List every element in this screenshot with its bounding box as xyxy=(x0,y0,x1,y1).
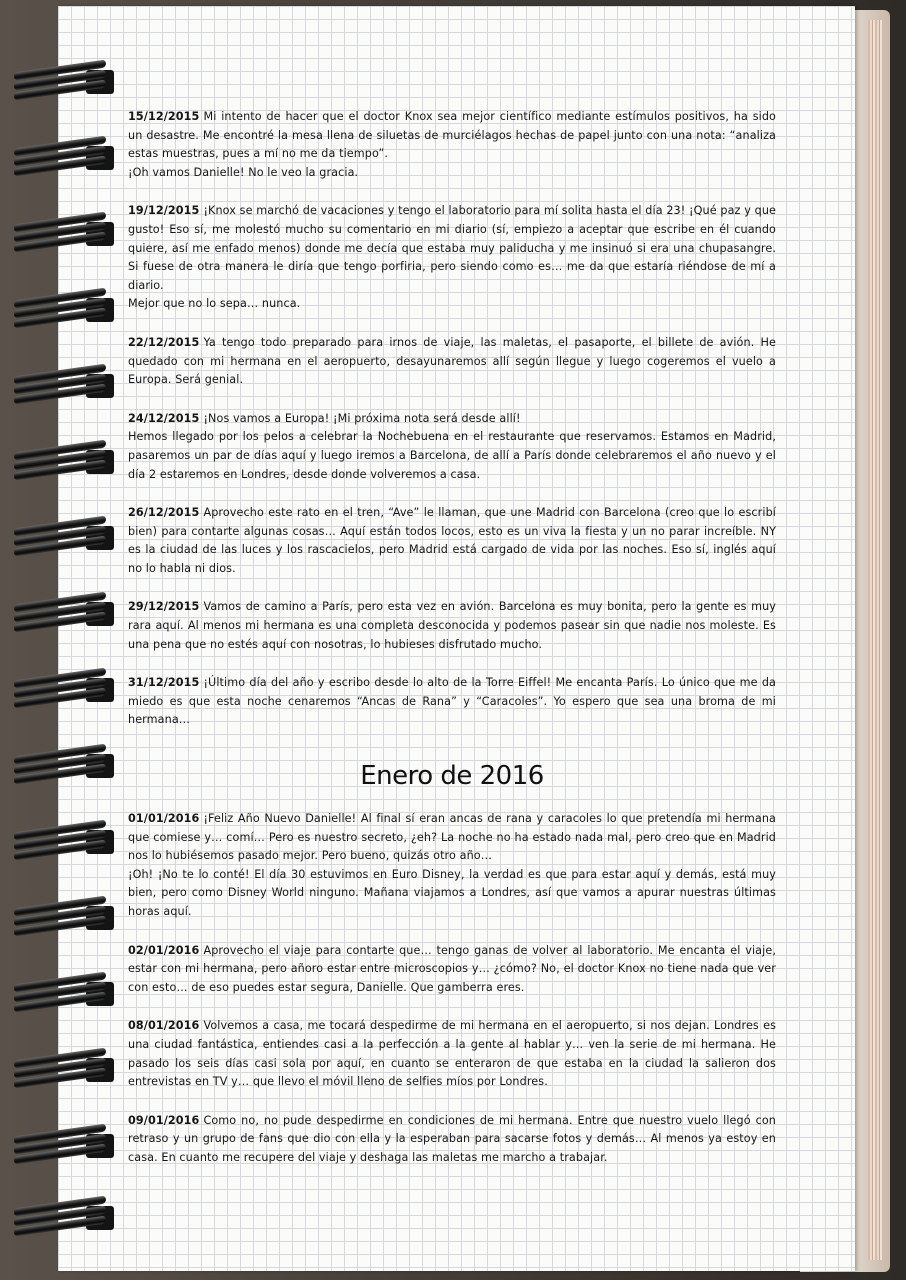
diary-entry xyxy=(128,598,776,654)
entry-text: Aprovecho este rato en el tren, “Ave” le llaman, que une Madrid con Barcelona (creo que lo escribí bien) para contarte algunas cosas… Aquí están todos locos, esto es un viva la fiesta y un no parar increíble. NY es la ciudad de las luces y los rascacielos, pero Madrid está cargado de vida por las noches. Eso sí, inglés aquí no lo habla ni dios. xyxy=(128,506,776,575)
entry-text: Mi intento de hacer que el doctor Knox sea mejor científico mediante estímulos positivos, ha sido un desastre. Me encontré la mesa llena de siluetas de murciélagos hechas de papel junto con una nota: “analiza estas muestras, pues a mí no me da tiempo”. xyxy=(128,110,776,161)
diary-entry xyxy=(128,674,776,730)
entry-paragraph xyxy=(128,1112,776,1168)
entry-paragraph xyxy=(128,810,776,866)
entry-paragraph xyxy=(128,1017,776,1091)
entry-text: ¡Oh vamos Danielle! No le veo la gracia. xyxy=(128,165,359,179)
entries-2016 xyxy=(128,810,776,1168)
entry-text: ¡Último día del año y escribo desde lo alto de la Torre Eiffel! Me encanta París. Lo único que me da miedo es que esta noche cenaremos “Ancas de Rana” y “Caracoles”. Yo espero que sea una broma de mi hermana… xyxy=(128,676,776,727)
spiral-ring xyxy=(14,596,106,630)
entry-date: 08/01/2016 xyxy=(128,1019,200,1033)
diary-entry xyxy=(128,410,776,484)
entry-text: ¡Nos vamos a Europa! ¡Mi próxima nota será desde allí! xyxy=(203,411,521,425)
entry-text: Volvemos a casa, me tocará despedirme de mi hermana en el aeropuerto, si nos dejan. Londres es una ciudad fantástica, entiendes casi a la perfección a la gente al hablar y… ven la serie de mi hermana. He pasado los seis días casi sola por aquí, en cuanto se enteraron de que estaba en la ciudad la salieron dos entrevistas en TV y… que llevo el móvil lleno de selfies míos por Londres. xyxy=(128,1019,776,1089)
spiral-ring xyxy=(14,824,106,858)
entry-paragraph xyxy=(128,598,776,654)
entry-text: Aprovecho el viaje para contarte que… tengo ganas de volver al laboratorio. Me encanta el viaje, estar con mi hermana, pero añoro estar entre microscopios y… ¿cómo? No, el doctor Knox no tiene nada que ver con esto… de eso puedes estar segura, Danielle. Que gamberra eres. xyxy=(128,943,776,994)
diary-entry xyxy=(128,810,776,922)
entry-text: ¡Knox se marchó de vacaciones y tengo el laboratorio para mí solita hasta el día 23! ¡Qué paz y que gusto! Eso sí, me molestó mucho su comentario en mi diario (sí, empiezo a aceptar que escribe en él cuando quiere, así me enfado menos) donde me decía que estaba muy paliducha y me insinuó si era una chupasangre. Si fuese de otra manera le diría que tengo porfiria, pero siendo como es… me da que estaría riéndose de mí a diario. xyxy=(128,204,776,292)
spiral-ring xyxy=(14,216,106,250)
entry-date: 31/12/2015 xyxy=(128,676,200,690)
entry-paragraph xyxy=(128,108,776,164)
entry-text: Hemos llegado por los pelos a celebrar la Nochebuena en el restaurante que reservamos. Estamos en Madrid, pasaremos un par de días aquí y luego iremos a Barcelona, de allí a París donde celebraremos el año nuevo y el día 2 estaremos en Londres, desde donde volveremos a casa. xyxy=(128,430,776,481)
entry-date: 19/12/2015 xyxy=(128,204,200,218)
entry-text: Como no, no pude despedirme en condiciones de mi hermana. Entre que nuestro vuelo llegó con retraso y un grupo de fans que dio con ella y la esperaban para sacarse fotos y demás… Al menos ya estoy en casa. En cuanto me recupere del viaje y deshaga las maletas me marcho a trabajar. xyxy=(128,1113,776,1164)
entry-paragraph xyxy=(128,410,776,429)
spiral-ring xyxy=(14,64,106,98)
entry-date: 09/01/2016 xyxy=(128,1113,200,1127)
entry-paragraph xyxy=(128,428,776,484)
diary-entry xyxy=(128,202,776,314)
entries-2015 xyxy=(128,108,776,730)
entry-paragraph xyxy=(128,942,776,998)
entry-date: 24/12/2015 xyxy=(128,411,200,425)
entry-text: Vamos de camino a París, pero esta vez en avión. Barcelona es muy bonita, pero la gente es muy rara aquí. Al menos mi hermana es una completa desconocida y podemos pasear sin que nadie nos moleste. Es una pena que no estés aquí con nosotras, lo hubieses disfrutado mucho. xyxy=(128,600,776,651)
entry-text: ¡Oh! ¡No te lo conté! El día 30 estuvimos en Euro Disney, la verdad es que para estar aquí y demás, está muy bien, pero como Disney World ninguno. Mañana viajamos a Londres, así que vamos a apurar nuestras últimas horas aquí. xyxy=(128,867,776,918)
spiral-ring xyxy=(14,1128,106,1162)
spiral-ring xyxy=(14,1200,106,1234)
spiral-ring xyxy=(14,520,106,554)
spiral-ring xyxy=(14,1052,106,1086)
entry-paragraph xyxy=(128,295,776,314)
spiral-ring xyxy=(14,292,106,326)
spiral-ring xyxy=(14,900,106,934)
diary-entry xyxy=(128,108,776,182)
entry-date: 02/01/2016 xyxy=(128,943,200,957)
entry-text: ¡Feliz Año Nuevo Danielle! Al final sí eran ancas de rana y caracoles lo que pretendía mi hermana que comiese y… comí… Pero es nuestro secreto, ¿eh? La noche no ha estado nada mal, pero creo que en Madrid nos lo hubiésemos pasado mejor. Pero bueno, quizás otro año… xyxy=(128,812,776,863)
month-heading: Enero de 2016 xyxy=(360,761,544,792)
entry-paragraph xyxy=(128,866,776,922)
entry-paragraph xyxy=(128,674,776,730)
entry-date: 01/01/2016 xyxy=(128,812,200,826)
entry-paragraph xyxy=(128,164,776,183)
entry-date: 15/12/2015 xyxy=(128,110,200,123)
spiral-ring xyxy=(14,672,106,706)
entry-text: Ya tengo todo preparado para irnos de viaje, las maletas, el pasaporte, el billete de avión. He quedado con mi hermana en el aeropuerto, desayunaremos allí según llegue y luego cogeremos el vuelo a Europa. Será genial. xyxy=(128,335,776,387)
diary-entry xyxy=(128,1112,776,1168)
diary-text xyxy=(128,108,776,1188)
entry-paragraph xyxy=(128,334,776,390)
spiral-ring xyxy=(14,976,106,1010)
entry-date: 29/12/2015 xyxy=(128,600,200,614)
entry-paragraph xyxy=(128,202,776,295)
entry-paragraph xyxy=(128,504,776,578)
diary-entry xyxy=(128,504,776,578)
spiral-ring xyxy=(14,368,106,402)
spiral-ring xyxy=(14,140,106,174)
spiral-ring xyxy=(14,444,106,478)
diary-entry xyxy=(128,334,776,390)
diary-entry xyxy=(128,942,776,998)
entry-date: 22/12/2015 xyxy=(128,335,200,349)
diary-entry xyxy=(128,1017,776,1091)
spiral-ring xyxy=(14,748,106,782)
entry-date: 26/12/2015 xyxy=(128,506,200,520)
colored-page-edges xyxy=(868,20,884,1260)
entry-text: Mejor que no lo sepa… nunca. xyxy=(128,297,301,311)
